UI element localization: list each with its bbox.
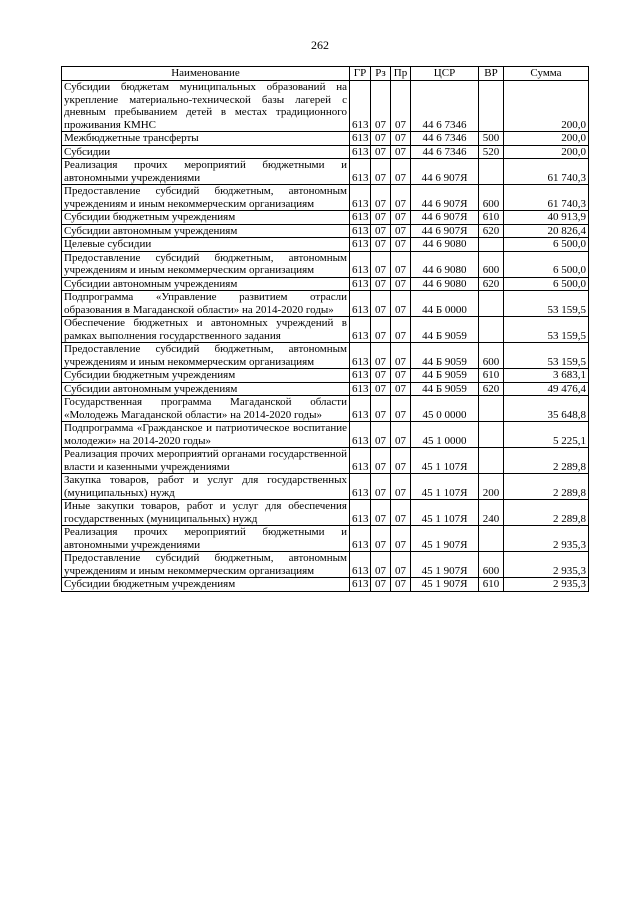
cell-vr: 500	[479, 132, 504, 146]
cell-gr: 613	[350, 251, 371, 277]
cell-csr: 44 6 907Я	[411, 211, 479, 225]
cell-csr: 45 0 0000	[411, 396, 479, 422]
cell-vr	[479, 448, 504, 474]
cell-rz: 07	[371, 448, 391, 474]
table-row	[62, 369, 589, 383]
cell-rz: 07	[371, 369, 391, 383]
cell-vr: 600	[479, 251, 504, 277]
cell-csr: 44 Б 9059	[411, 343, 479, 369]
cell-sum: 40 913,9	[504, 211, 589, 225]
cell-csr: 44 Б 9059	[411, 382, 479, 396]
cell-vr	[479, 238, 504, 252]
table-body	[62, 81, 589, 592]
cell-vr: 620	[479, 277, 504, 291]
cell-gr: 613	[350, 238, 371, 252]
cell-csr: 44 Б 9059	[411, 369, 479, 383]
cell-csr: 45 1 907Я	[411, 578, 479, 592]
cell-gr: 613	[350, 159, 371, 185]
cell-vr	[479, 159, 504, 185]
cell-sum: 2 935,3	[504, 526, 589, 552]
page-number: 262	[311, 38, 329, 52]
cell-sum: 53 159,5	[504, 317, 589, 343]
cell-csr: 45 1 907Я	[411, 552, 479, 578]
cell-name: Субсидии бюджетам муниципальных образований на укрепление материально-технической базы лагерей с дневным пребыванием детей в местах традиционного проживания КМНС	[62, 81, 350, 132]
cell-csr: 45 1 107Я	[411, 474, 479, 500]
table-row	[62, 448, 589, 474]
cell-name: Государственная программа Магаданской области «Молодежь Магаданской области» на 2014-2020 годы»	[62, 396, 350, 422]
cell-name: Предоставление субсидий бюджетным, автономным учреждениям и иным некоммерческим организациям	[62, 251, 350, 277]
cell-gr: 613	[350, 211, 371, 225]
cell-gr: 613	[350, 277, 371, 291]
cell-name: Межбюджетные трансферты	[62, 132, 350, 146]
cell-pr: 07	[391, 474, 411, 500]
cell-rz: 07	[371, 145, 391, 159]
table-row	[62, 132, 589, 146]
cell-vr: 600	[479, 343, 504, 369]
cell-rz: 07	[371, 291, 391, 317]
cell-rz: 07	[371, 185, 391, 211]
cell-sum: 49 476,4	[504, 382, 589, 396]
cell-gr: 613	[350, 369, 371, 383]
cell-name: Предоставление субсидий бюджетным, автономным учреждениям и иным некоммерческим организациям	[62, 343, 350, 369]
cell-name: Субсидии	[62, 145, 350, 159]
table-row	[62, 382, 589, 396]
cell-pr: 07	[391, 500, 411, 526]
cell-name: Закупка товаров, работ и услуг для государственных (муниципальных) нужд	[62, 474, 350, 500]
cell-gr: 613	[350, 396, 371, 422]
cell-rz: 07	[371, 382, 391, 396]
cell-csr: 44 Б 9059	[411, 317, 479, 343]
cell-name: Субсидии бюджетным учреждениям	[62, 578, 350, 592]
cell-vr: 610	[479, 211, 504, 225]
cell-vr: 620	[479, 382, 504, 396]
cell-rz: 07	[371, 396, 391, 422]
cell-pr: 07	[391, 185, 411, 211]
cell-pr: 07	[391, 251, 411, 277]
cell-rz: 07	[371, 251, 391, 277]
header-name: Наименование	[62, 67, 350, 81]
cell-csr: 45 1 907Я	[411, 526, 479, 552]
cell-sum: 53 159,5	[504, 291, 589, 317]
cell-rz: 07	[371, 159, 391, 185]
table-row	[62, 211, 589, 225]
header-pr: Пр	[391, 67, 411, 81]
cell-pr: 07	[391, 145, 411, 159]
cell-csr: 44 Б 0000	[411, 291, 479, 317]
cell-name: Субсидии автономным учреждениям	[62, 277, 350, 291]
cell-sum: 2 289,8	[504, 448, 589, 474]
cell-gr: 613	[350, 578, 371, 592]
cell-csr: 44 6 9080	[411, 277, 479, 291]
table-row	[62, 526, 589, 552]
cell-gr: 613	[350, 382, 371, 396]
cell-csr: 45 1 0000	[411, 422, 479, 448]
cell-gr: 613	[350, 474, 371, 500]
table-row	[62, 343, 589, 369]
cell-sum: 2 289,8	[504, 500, 589, 526]
table-row	[62, 159, 589, 185]
cell-rz: 07	[371, 474, 391, 500]
cell-gr: 613	[350, 145, 371, 159]
cell-gr: 613	[350, 526, 371, 552]
cell-csr: 44 6 7346	[411, 132, 479, 146]
cell-name: Предоставление субсидий бюджетным, автономным учреждениям и иным некоммерческим организациям	[62, 552, 350, 578]
cell-sum: 6 500,0	[504, 277, 589, 291]
cell-name: Обеспечение бюджетных и автономных учреждений в рамках выполнения государственного задания	[62, 317, 350, 343]
cell-name: Подпрограмма «Гражданское и патриотическое воспитание молодежи» на 2014-2020 годы»	[62, 422, 350, 448]
cell-sum: 6 500,0	[504, 238, 589, 252]
table-row	[62, 396, 589, 422]
cell-gr: 613	[350, 500, 371, 526]
cell-rz: 07	[371, 132, 391, 146]
cell-name: Субсидии автономным учреждениям	[62, 224, 350, 238]
cell-csr: 44 6 907Я	[411, 185, 479, 211]
cell-vr	[479, 396, 504, 422]
table-row	[62, 277, 589, 291]
table-row	[62, 224, 589, 238]
cell-name: Субсидии автономным учреждениям	[62, 382, 350, 396]
cell-pr: 07	[391, 369, 411, 383]
cell-rz: 07	[371, 526, 391, 552]
cell-csr: 44 6 9080	[411, 238, 479, 252]
table-row	[62, 185, 589, 211]
cell-sum: 5 225,1	[504, 422, 589, 448]
table-row	[62, 81, 589, 132]
cell-vr	[479, 81, 504, 132]
cell-pr: 07	[391, 81, 411, 132]
cell-name: Реализация прочих мероприятий органами государственной власти и казенными учреждениями	[62, 448, 350, 474]
cell-name: Иные закупки товаров, работ и услуг для обеспечения государственных (муниципальных) нужд	[62, 500, 350, 526]
cell-sum: 2 935,3	[504, 578, 589, 592]
table-row	[62, 238, 589, 252]
header-gr: ГР	[350, 67, 371, 81]
cell-pr: 07	[391, 159, 411, 185]
cell-sum: 6 500,0	[504, 251, 589, 277]
cell-csr: 44 6 7346	[411, 81, 479, 132]
table-row	[62, 317, 589, 343]
cell-gr: 613	[350, 552, 371, 578]
cell-vr	[479, 291, 504, 317]
cell-pr: 07	[391, 526, 411, 552]
cell-pr: 07	[391, 224, 411, 238]
cell-rz: 07	[371, 422, 391, 448]
cell-rz: 07	[371, 224, 391, 238]
cell-vr: 620	[479, 224, 504, 238]
table-row	[62, 422, 589, 448]
cell-sum: 200,0	[504, 145, 589, 159]
cell-csr: 44 6 907Я	[411, 159, 479, 185]
cell-csr: 45 1 107Я	[411, 448, 479, 474]
cell-rz: 07	[371, 317, 391, 343]
cell-gr: 613	[350, 422, 371, 448]
cell-sum: 3 683,1	[504, 369, 589, 383]
header-row	[62, 67, 589, 81]
cell-pr: 07	[391, 132, 411, 146]
cell-csr: 44 6 7346	[411, 145, 479, 159]
cell-gr: 613	[350, 132, 371, 146]
cell-csr: 44 6 9080	[411, 251, 479, 277]
cell-csr: 44 6 907Я	[411, 224, 479, 238]
cell-sum: 61 740,3	[504, 159, 589, 185]
header-rz: Рз	[371, 67, 391, 81]
cell-vr: 200	[479, 474, 504, 500]
cell-pr: 07	[391, 343, 411, 369]
cell-vr: 520	[479, 145, 504, 159]
cell-sum: 200,0	[504, 132, 589, 146]
cell-rz: 07	[371, 343, 391, 369]
cell-vr: 240	[479, 500, 504, 526]
cell-pr: 07	[391, 578, 411, 592]
cell-rz: 07	[371, 81, 391, 132]
cell-name: Субсидии бюджетным учреждениям	[62, 211, 350, 225]
cell-gr: 613	[350, 343, 371, 369]
cell-pr: 07	[391, 317, 411, 343]
cell-name: Подпрограмма «Управление развитием отрасли образования в Магаданской области» на 2014-2020 годы»	[62, 291, 350, 317]
cell-gr: 613	[350, 317, 371, 343]
cell-vr: 610	[479, 578, 504, 592]
cell-vr	[479, 317, 504, 343]
cell-rz: 07	[371, 238, 391, 252]
cell-gr: 613	[350, 224, 371, 238]
cell-sum: 35 648,8	[504, 396, 589, 422]
cell-sum: 61 740,3	[504, 185, 589, 211]
cell-pr: 07	[391, 238, 411, 252]
table-row	[62, 500, 589, 526]
table-row	[62, 474, 589, 500]
cell-pr: 07	[391, 552, 411, 578]
table-header	[62, 67, 589, 81]
cell-name: Предоставление субсидий бюджетным, автономным учреждениям и иным некоммерческим организациям	[62, 185, 350, 211]
cell-gr: 613	[350, 448, 371, 474]
cell-pr: 07	[391, 277, 411, 291]
cell-vr	[479, 422, 504, 448]
cell-csr: 45 1 107Я	[411, 500, 479, 526]
cell-vr: 600	[479, 552, 504, 578]
cell-pr: 07	[391, 291, 411, 317]
cell-sum: 20 826,4	[504, 224, 589, 238]
table-row	[62, 145, 589, 159]
cell-rz: 07	[371, 578, 391, 592]
cell-rz: 07	[371, 552, 391, 578]
cell-pr: 07	[391, 211, 411, 225]
cell-sum: 200,0	[504, 81, 589, 132]
header-csr: ЦСР	[411, 67, 479, 81]
header-sum: Сумма	[504, 67, 589, 81]
budget-table	[61, 66, 589, 592]
cell-name: Целевые субсидии	[62, 238, 350, 252]
cell-sum: 2 289,8	[504, 474, 589, 500]
cell-name: Субсидии бюджетным учреждениям	[62, 369, 350, 383]
cell-rz: 07	[371, 500, 391, 526]
cell-gr: 613	[350, 291, 371, 317]
cell-vr	[479, 526, 504, 552]
cell-name: Реализация прочих мероприятий бюджетными и автономными учреждениями	[62, 159, 350, 185]
cell-name: Реализация прочих мероприятий бюджетными и автономными учреждениями	[62, 526, 350, 552]
cell-vr: 600	[479, 185, 504, 211]
cell-pr: 07	[391, 382, 411, 396]
cell-pr: 07	[391, 448, 411, 474]
cell-pr: 07	[391, 422, 411, 448]
table-row	[62, 251, 589, 277]
cell-vr: 610	[479, 369, 504, 383]
cell-rz: 07	[371, 277, 391, 291]
cell-gr: 613	[350, 81, 371, 132]
cell-sum: 2 935,3	[504, 552, 589, 578]
table-row	[62, 552, 589, 578]
header-vr: ВР	[479, 67, 504, 81]
cell-rz: 07	[371, 211, 391, 225]
cell-gr: 613	[350, 185, 371, 211]
table-row	[62, 291, 589, 317]
cell-pr: 07	[391, 396, 411, 422]
table-row	[62, 578, 589, 592]
cell-sum: 53 159,5	[504, 343, 589, 369]
